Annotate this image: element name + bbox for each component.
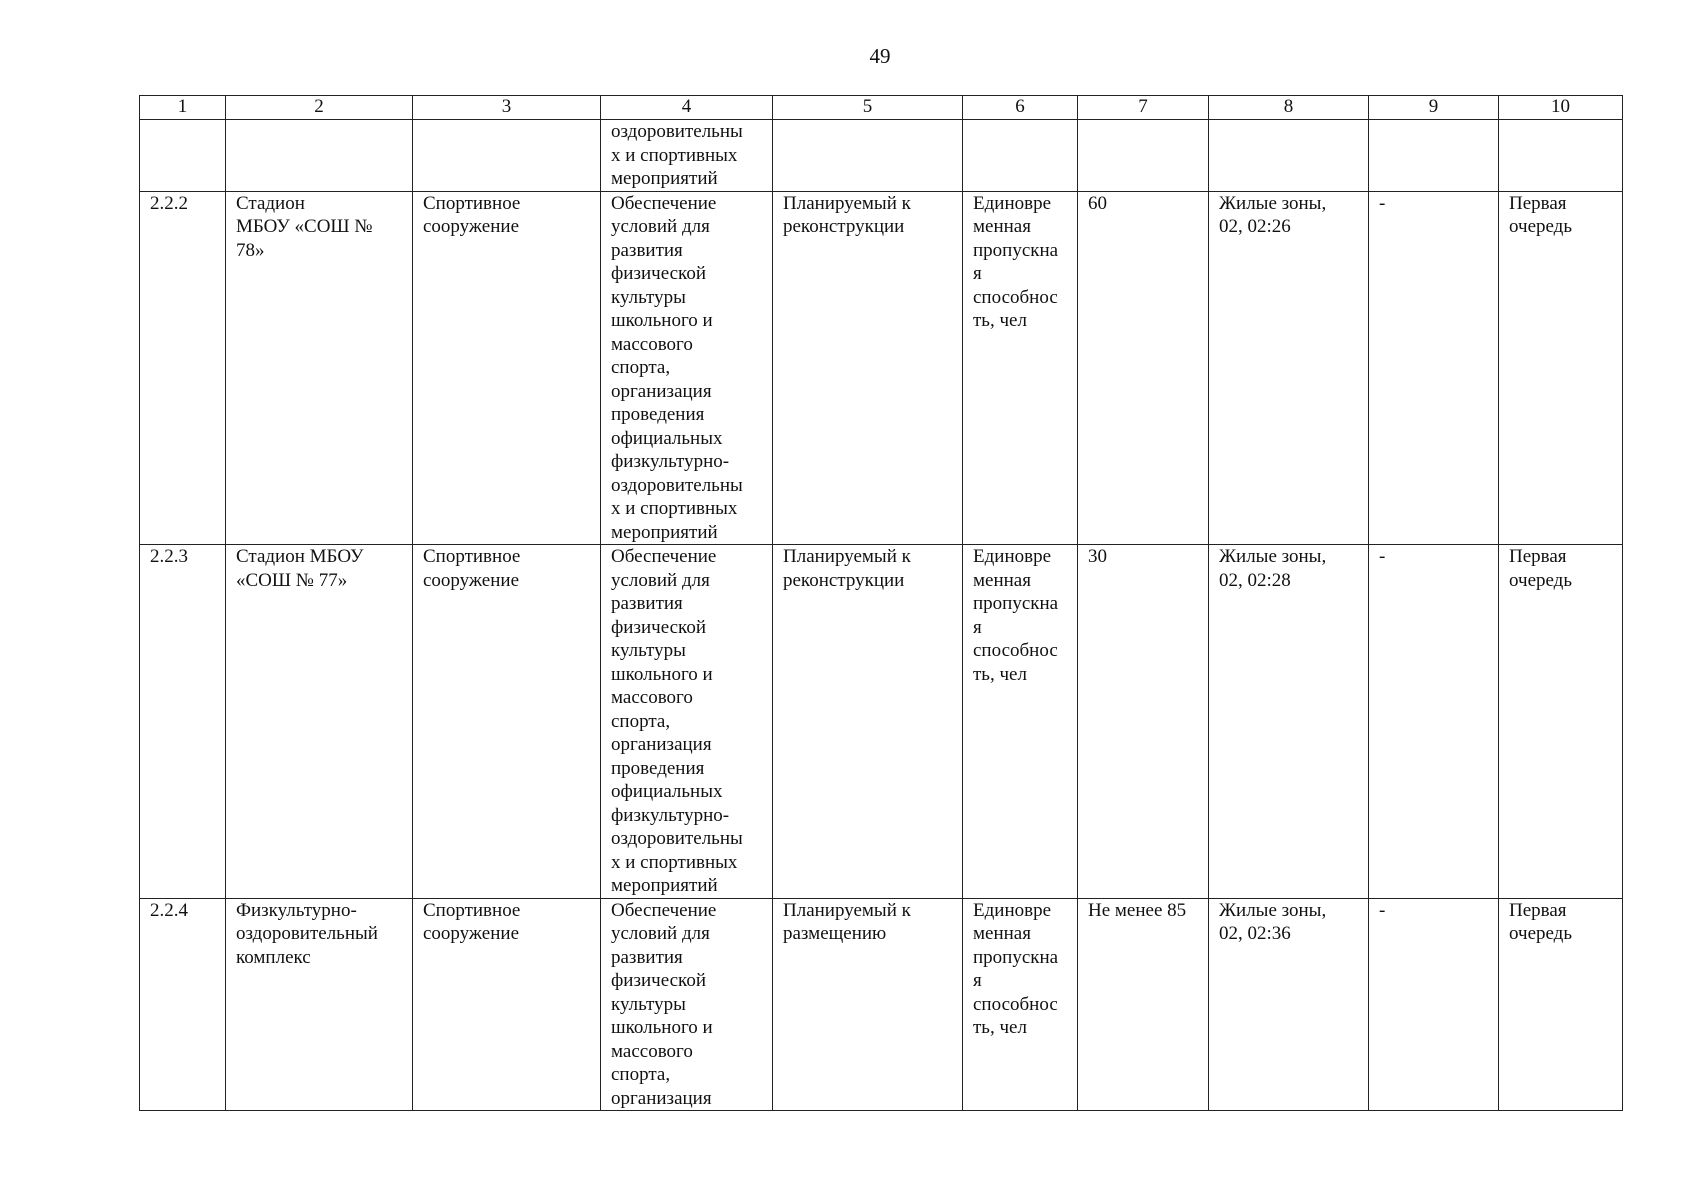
cell-text-line: сооружение — [423, 216, 520, 237]
cell-text-line: мероприятий — [611, 875, 718, 896]
column-header: 2 — [226, 96, 413, 120]
cell-text-line: х и спортивных — [611, 498, 738, 519]
cell-purpose — [601, 120, 773, 192]
cell-text-line: - — [1379, 899, 1386, 921]
data-table — [139, 95, 1623, 1111]
cell-text-line: «СОШ № 77» — [236, 569, 348, 591]
cell-text-line: культуры — [611, 993, 686, 1015]
cell-text-line: школьного и — [611, 310, 713, 331]
cell-text-line: Не менее 85 — [1088, 899, 1187, 921]
cell-text-line: Жилые зоны, — [1219, 192, 1327, 214]
cell-text-line: оздоровительны — [611, 828, 743, 849]
cell-location — [1209, 545, 1369, 899]
cell-value — [1078, 120, 1209, 192]
cell-status — [773, 545, 963, 899]
cell-text-line: 02, 02:28 — [1219, 569, 1291, 591]
page-number: 49 — [869, 44, 891, 68]
cell-value — [1078, 545, 1209, 899]
cell-text-line: пропускна — [973, 946, 1059, 968]
cell-text-line: МБОУ «СОШ № — [236, 216, 373, 237]
cell-text-line: Спортивное — [423, 546, 521, 567]
cell-text-line: способнос — [973, 286, 1058, 308]
cell-text-line: 2.2.4 — [150, 899, 188, 921]
cell-text-line: - — [1379, 546, 1386, 567]
cell-text-line: 02, 02:36 — [1219, 923, 1291, 944]
cell-text-line: физкультурно- — [611, 451, 730, 472]
cell-text-line: Первая — [1509, 546, 1567, 567]
cell-text-line: менная — [973, 569, 1031, 591]
cell-text-line: сооружение — [423, 923, 520, 944]
cell-type — [413, 120, 601, 192]
cell-text-line: способнос — [973, 640, 1058, 661]
cell-text-line: Планируемый к — [783, 192, 911, 214]
cell-text-line: способнос — [973, 993, 1058, 1015]
cell-text-line: Единовре — [973, 192, 1052, 214]
cell-purpose — [601, 898, 773, 1111]
cell-number — [140, 120, 226, 192]
cell-value — [1078, 898, 1209, 1111]
cell-text-line: условий для — [611, 216, 710, 237]
cell-text-line: комплекс — [236, 946, 311, 968]
cell-text-line: очередь — [1509, 923, 1573, 944]
cell-text-line: размещению — [783, 923, 887, 944]
cell-text-line: реконструкции — [783, 216, 905, 237]
cell-text-line: организация — [611, 1087, 712, 1109]
cell-text-line: спорта, — [611, 710, 671, 732]
table-row — [140, 120, 1623, 192]
cell-text-line: пропускна — [973, 239, 1059, 261]
cell-stage — [1499, 545, 1623, 899]
cell-text-line: Единовре — [973, 899, 1052, 921]
column-header: 10 — [1499, 96, 1623, 120]
table-row — [140, 191, 1623, 545]
cell-zone — [1369, 191, 1499, 545]
cell-text-line: сооружение — [423, 569, 520, 591]
cell-text-line: оздоровительный — [236, 923, 378, 944]
cell-name — [226, 120, 413, 192]
cell-purpose — [601, 191, 773, 545]
cell-text-line: х и спортивных — [611, 851, 738, 873]
column-header: 7 — [1078, 96, 1209, 120]
cell-text-line: мероприятий — [611, 521, 718, 543]
cell-number — [140, 898, 226, 1111]
cell-text-line: Физкультурно- — [236, 899, 357, 921]
cell-text-line: школьного и — [611, 663, 713, 685]
cell-text-line: спорта, — [611, 1064, 671, 1085]
table-row — [140, 545, 1623, 899]
cell-text-line: организация — [611, 734, 712, 755]
cell-characteristic — [963, 120, 1078, 192]
cell-name — [226, 898, 413, 1111]
cell-text-line: Обеспечение — [611, 192, 717, 214]
cell-text-line: менная — [973, 923, 1031, 944]
cell-text-line: я — [973, 616, 982, 638]
cell-text-line: культуры — [611, 286, 686, 308]
cell-location — [1209, 120, 1369, 192]
cell-text-line: 60 — [1088, 192, 1107, 214]
cell-text-line: х и спортивных — [611, 144, 738, 166]
cell-text-line: физкультурно- — [611, 804, 730, 826]
cell-text-line: Обеспечение — [611, 899, 717, 921]
cell-text-line: официальных — [611, 781, 723, 802]
cell-name — [226, 191, 413, 545]
table-row — [140, 898, 1623, 1111]
cell-text-line: условий для — [611, 569, 710, 591]
cell-text-line: официальных — [611, 427, 723, 449]
cell-characteristic — [963, 191, 1078, 545]
cell-number — [140, 191, 226, 545]
cell-text-line: Стадион — [236, 192, 305, 214]
cell-text-line: 2.2.3 — [150, 546, 188, 567]
cell-zone — [1369, 120, 1499, 192]
cell-zone — [1369, 898, 1499, 1111]
cell-text-line: 02, 02:26 — [1219, 216, 1291, 237]
cell-name — [226, 545, 413, 899]
cell-stage — [1499, 120, 1623, 192]
cell-text-line: Единовре — [973, 546, 1052, 567]
cell-purpose — [601, 545, 773, 899]
cell-status — [773, 191, 963, 545]
cell-text-line: Спортивное — [423, 192, 521, 214]
cell-text-line: условий для — [611, 923, 710, 944]
cell-text-line: организация — [611, 380, 712, 402]
cell-text-line: я — [973, 970, 982, 991]
cell-text-line: развития — [611, 239, 683, 261]
cell-text-line: ть, чел — [973, 310, 1027, 331]
column-header: 6 — [963, 96, 1078, 120]
cell-text-line: мероприятий — [611, 168, 718, 189]
cell-location — [1209, 898, 1369, 1111]
cell-status — [773, 898, 963, 1111]
cell-text-line: ть, чел — [973, 1017, 1027, 1038]
column-header: 8 — [1209, 96, 1369, 120]
cell-stage — [1499, 191, 1623, 545]
cell-text-line: физической — [611, 970, 706, 991]
column-header: 5 — [773, 96, 963, 120]
cell-text-line: массового — [611, 1040, 693, 1062]
cell-text-line: 2.2.2 — [150, 192, 188, 214]
cell-text-line: Обеспечение — [611, 546, 717, 567]
cell-text-line: пропускна — [973, 593, 1059, 614]
cell-text-line: культуры — [611, 640, 686, 661]
cell-text-line: Стадион МБОУ — [236, 546, 364, 567]
cell-text-line: - — [1379, 192, 1386, 214]
cell-text-line: массового — [611, 687, 693, 708]
cell-text-line: Первая — [1509, 192, 1567, 214]
cell-text-line: ть, чел — [973, 663, 1027, 685]
cell-location — [1209, 191, 1369, 545]
cell-text-line: Спортивное — [423, 899, 521, 921]
cell-type — [413, 191, 601, 545]
cell-text-line: менная — [973, 216, 1031, 237]
cell-text-line: физической — [611, 263, 706, 284]
cell-text-line: развития — [611, 593, 683, 614]
cell-text-line: школьного и — [611, 1017, 713, 1038]
cell-stage — [1499, 898, 1623, 1111]
cell-status — [773, 120, 963, 192]
cell-text-line: Планируемый к — [783, 899, 911, 921]
cell-text-line: проведения — [611, 404, 705, 425]
column-header-row — [140, 96, 1623, 120]
cell-type — [413, 545, 601, 899]
column-header: 1 — [140, 96, 226, 120]
cell-text-line: оздоровительны — [611, 474, 743, 496]
cell-text-line: 78» — [236, 239, 265, 261]
cell-value — [1078, 191, 1209, 545]
cell-text-line: оздоровительны — [611, 121, 743, 142]
cell-text-line: реконструкции — [783, 569, 905, 591]
column-header: 9 — [1369, 96, 1499, 120]
cell-text-line: Первая — [1509, 899, 1567, 921]
cell-text-line: 30 — [1088, 546, 1107, 567]
cell-text-line: я — [973, 263, 982, 284]
column-header: 4 — [601, 96, 773, 120]
cell-characteristic — [963, 898, 1078, 1111]
cell-text-line: Жилые зоны, — [1219, 546, 1327, 567]
cell-text-line: массового — [611, 333, 693, 355]
cell-text-line: Планируемый к — [783, 546, 911, 567]
cell-text-line: очередь — [1509, 569, 1573, 591]
cell-text-line: физической — [611, 616, 706, 638]
cell-text-line: очередь — [1509, 216, 1573, 237]
cell-text-line: развития — [611, 946, 683, 968]
cell-characteristic — [963, 545, 1078, 899]
cell-number — [140, 545, 226, 899]
cell-zone — [1369, 545, 1499, 899]
cell-type — [413, 898, 601, 1111]
cell-text-line: Жилые зоны, — [1219, 899, 1327, 921]
cell-text-line: проведения — [611, 757, 705, 779]
column-header: 3 — [413, 96, 601, 120]
cell-text-line: спорта, — [611, 357, 671, 378]
